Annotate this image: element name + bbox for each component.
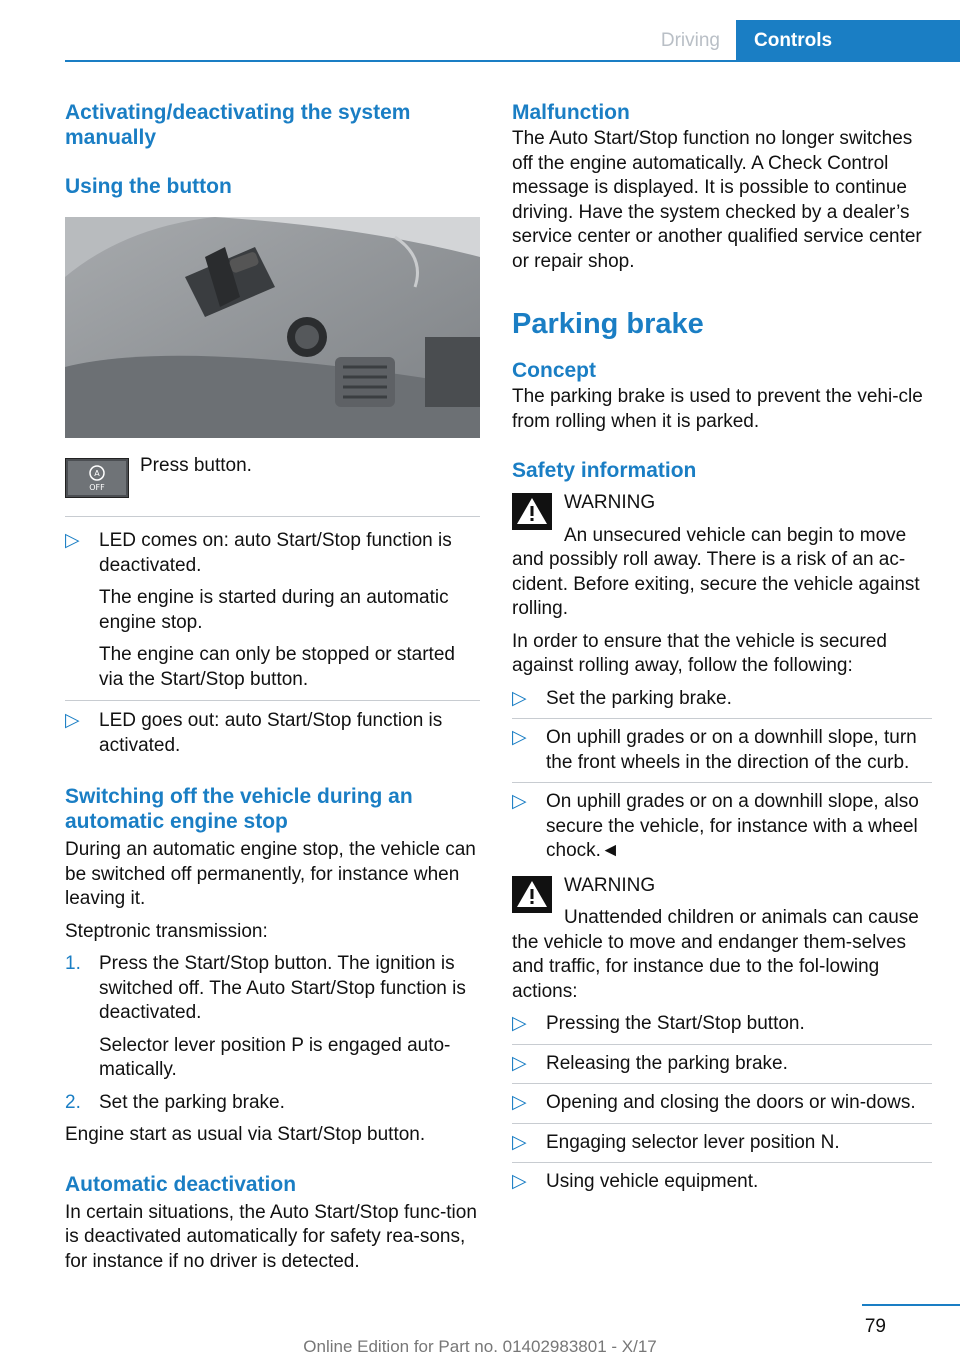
list-item-text: LED goes out: auto Start/Stop function is activated. (99, 710, 443, 756)
heading-manual: Activating/deactivating the system manually (65, 101, 411, 149)
warning-block (512, 874, 932, 1005)
divider (512, 718, 932, 719)
warning-text: An unsecured vehicle can begin to move and possibly roll away. There is a risk of an ac-cident. Before exiting, secure the vehicle against rolling. (512, 524, 920, 619)
list-item-text: LED comes on: auto Start/Stop function is deactivated. (99, 530, 452, 576)
step-subtext: Selector lever position P is engaged auto-matically. (99, 1034, 451, 1080)
automatic-deactivation-text: In certain situations, the Auto Start/Stop func-tion is deactivated automatically for safety rea-sons, for instance if no driver is detected. (65, 1201, 477, 1272)
divider (512, 1123, 932, 1124)
triangle-right-icon: ▷ (512, 1171, 527, 1192)
list-item-text: Pressing the Start/Stop button. (546, 1013, 805, 1034)
warning-label: WARNING (564, 492, 656, 513)
divider (512, 1083, 932, 1084)
list-item-text: On uphill grades or on a downhill slope, also secure the vehicle, for instance with a wheel chock.◄ (546, 791, 919, 861)
right-column (512, 100, 932, 1195)
list-item (512, 1091, 932, 1116)
divider (65, 516, 480, 517)
heading-switching-off: Switching off the vehicle during an automatic engine stop (65, 785, 413, 833)
page-number: 79 (864, 1316, 886, 1337)
list-item (512, 1052, 932, 1077)
list-item-text: Releasing the parking brake. (546, 1052, 788, 1074)
list-item (512, 1012, 932, 1037)
heading-parking-brake: Parking brake (512, 308, 704, 340)
left-column (65, 100, 480, 1274)
list-item-text: On uphill grades or on a downhill slope, turn the front wheels in the direction of the curb. (546, 727, 917, 773)
triangle-right-icon: ▷ (512, 1052, 527, 1074)
list-item (512, 790, 932, 864)
list-item (512, 726, 932, 775)
step-number: 1. (65, 953, 81, 974)
list-item-subtext: The engine is started during an automatic engine stop. (99, 587, 449, 633)
heading-automatic-deactivation: Automatic deactivation (65, 1172, 297, 1196)
header-section: Driving (660, 30, 720, 51)
numbered-step (65, 952, 480, 1083)
divider (512, 1162, 932, 1163)
svg-text:A: A (94, 469, 100, 478)
triangle-right-icon: ▷ (65, 710, 80, 731)
press-button-text: Press button. (140, 455, 252, 476)
steptronic-text: Steptronic transmission: (65, 920, 268, 942)
list-item (512, 687, 932, 712)
warning-block (512, 491, 932, 622)
triangle-right-icon: ▷ (512, 1013, 527, 1034)
triangle-right-icon: ▷ (512, 1092, 527, 1113)
list-item-text: Engaging selector lever position N. (546, 1131, 840, 1153)
warning-triangle-icon (512, 493, 552, 530)
auto-start-stop-off-icon (65, 458, 129, 498)
triangle-right-icon: ▷ (65, 530, 80, 551)
heading-safety-information: Safety information (512, 459, 697, 482)
list-item (512, 1131, 932, 1156)
list-item (65, 529, 480, 692)
numbered-step (65, 1091, 480, 1116)
secure-text: In order to ensure that the vehicle is secured against rolling away, follow the following: (512, 630, 887, 676)
warning-label: WARNING (564, 874, 656, 896)
malfunction-text: The Auto Start/Stop function no longer switches off the engine automatically. A Check Control message is displayed. It is possible to continue driving. Have the system checked by a dealer’s service center or another qualified service center or repair shop. (512, 128, 922, 272)
header-chapter-tab: Controls (736, 20, 960, 62)
footer-rule (862, 1304, 960, 1306)
steering-column-photo (65, 217, 480, 438)
list-item-text: Using vehicle equipment. (546, 1171, 759, 1192)
heading-concept: Concept (512, 359, 596, 382)
engine-start-text: Engine start as usual via Start/Stop button. (65, 1124, 426, 1145)
list-item-text: Opening and closing the doors or win-dows. (546, 1092, 916, 1113)
triangle-right-icon: ▷ (512, 791, 527, 812)
list-item-subtext: The engine can only be stopped or started via the Start/Stop button. (99, 644, 455, 690)
list-item (65, 709, 480, 758)
switching-off-text: During an automatic engine stop, the vehicle can be switched off permanently, for instance when leaving it. (65, 839, 476, 909)
step-text: Set the parking brake. (99, 1091, 285, 1113)
list-item-text: Set the parking brake. (546, 687, 732, 709)
heading-using-button: Using the button (65, 175, 232, 198)
triangle-right-icon: ▷ (512, 687, 527, 709)
warning-triangle-icon (512, 876, 552, 913)
svg-text:OFF: OFF (89, 483, 105, 492)
footer-edition: Online Edition for Part no. 01402983801 - X/17 (303, 1337, 657, 1356)
warning-text: Unattended children or animals can cause the vehicle to move and endanger them-selves and traffic, for instance due to the fol-lowing actions: (512, 907, 919, 1002)
heading-malfunction: Malfunction (512, 101, 630, 124)
divider (512, 1044, 932, 1045)
concept-text: The parking brake is used to prevent the vehi-cle from rolling when it is parked. (512, 386, 923, 432)
step-number: 2. (65, 1091, 81, 1113)
triangle-right-icon: ▷ (512, 727, 527, 748)
step-text: Press the Start/Stop button. The ignition is switched off. The Auto Start/Stop function is deactivated. (99, 953, 466, 1023)
divider (65, 700, 480, 701)
triangle-right-icon: ▷ (512, 1131, 527, 1153)
divider (512, 782, 932, 783)
list-item (512, 1170, 932, 1195)
press-button-row (65, 455, 480, 500)
